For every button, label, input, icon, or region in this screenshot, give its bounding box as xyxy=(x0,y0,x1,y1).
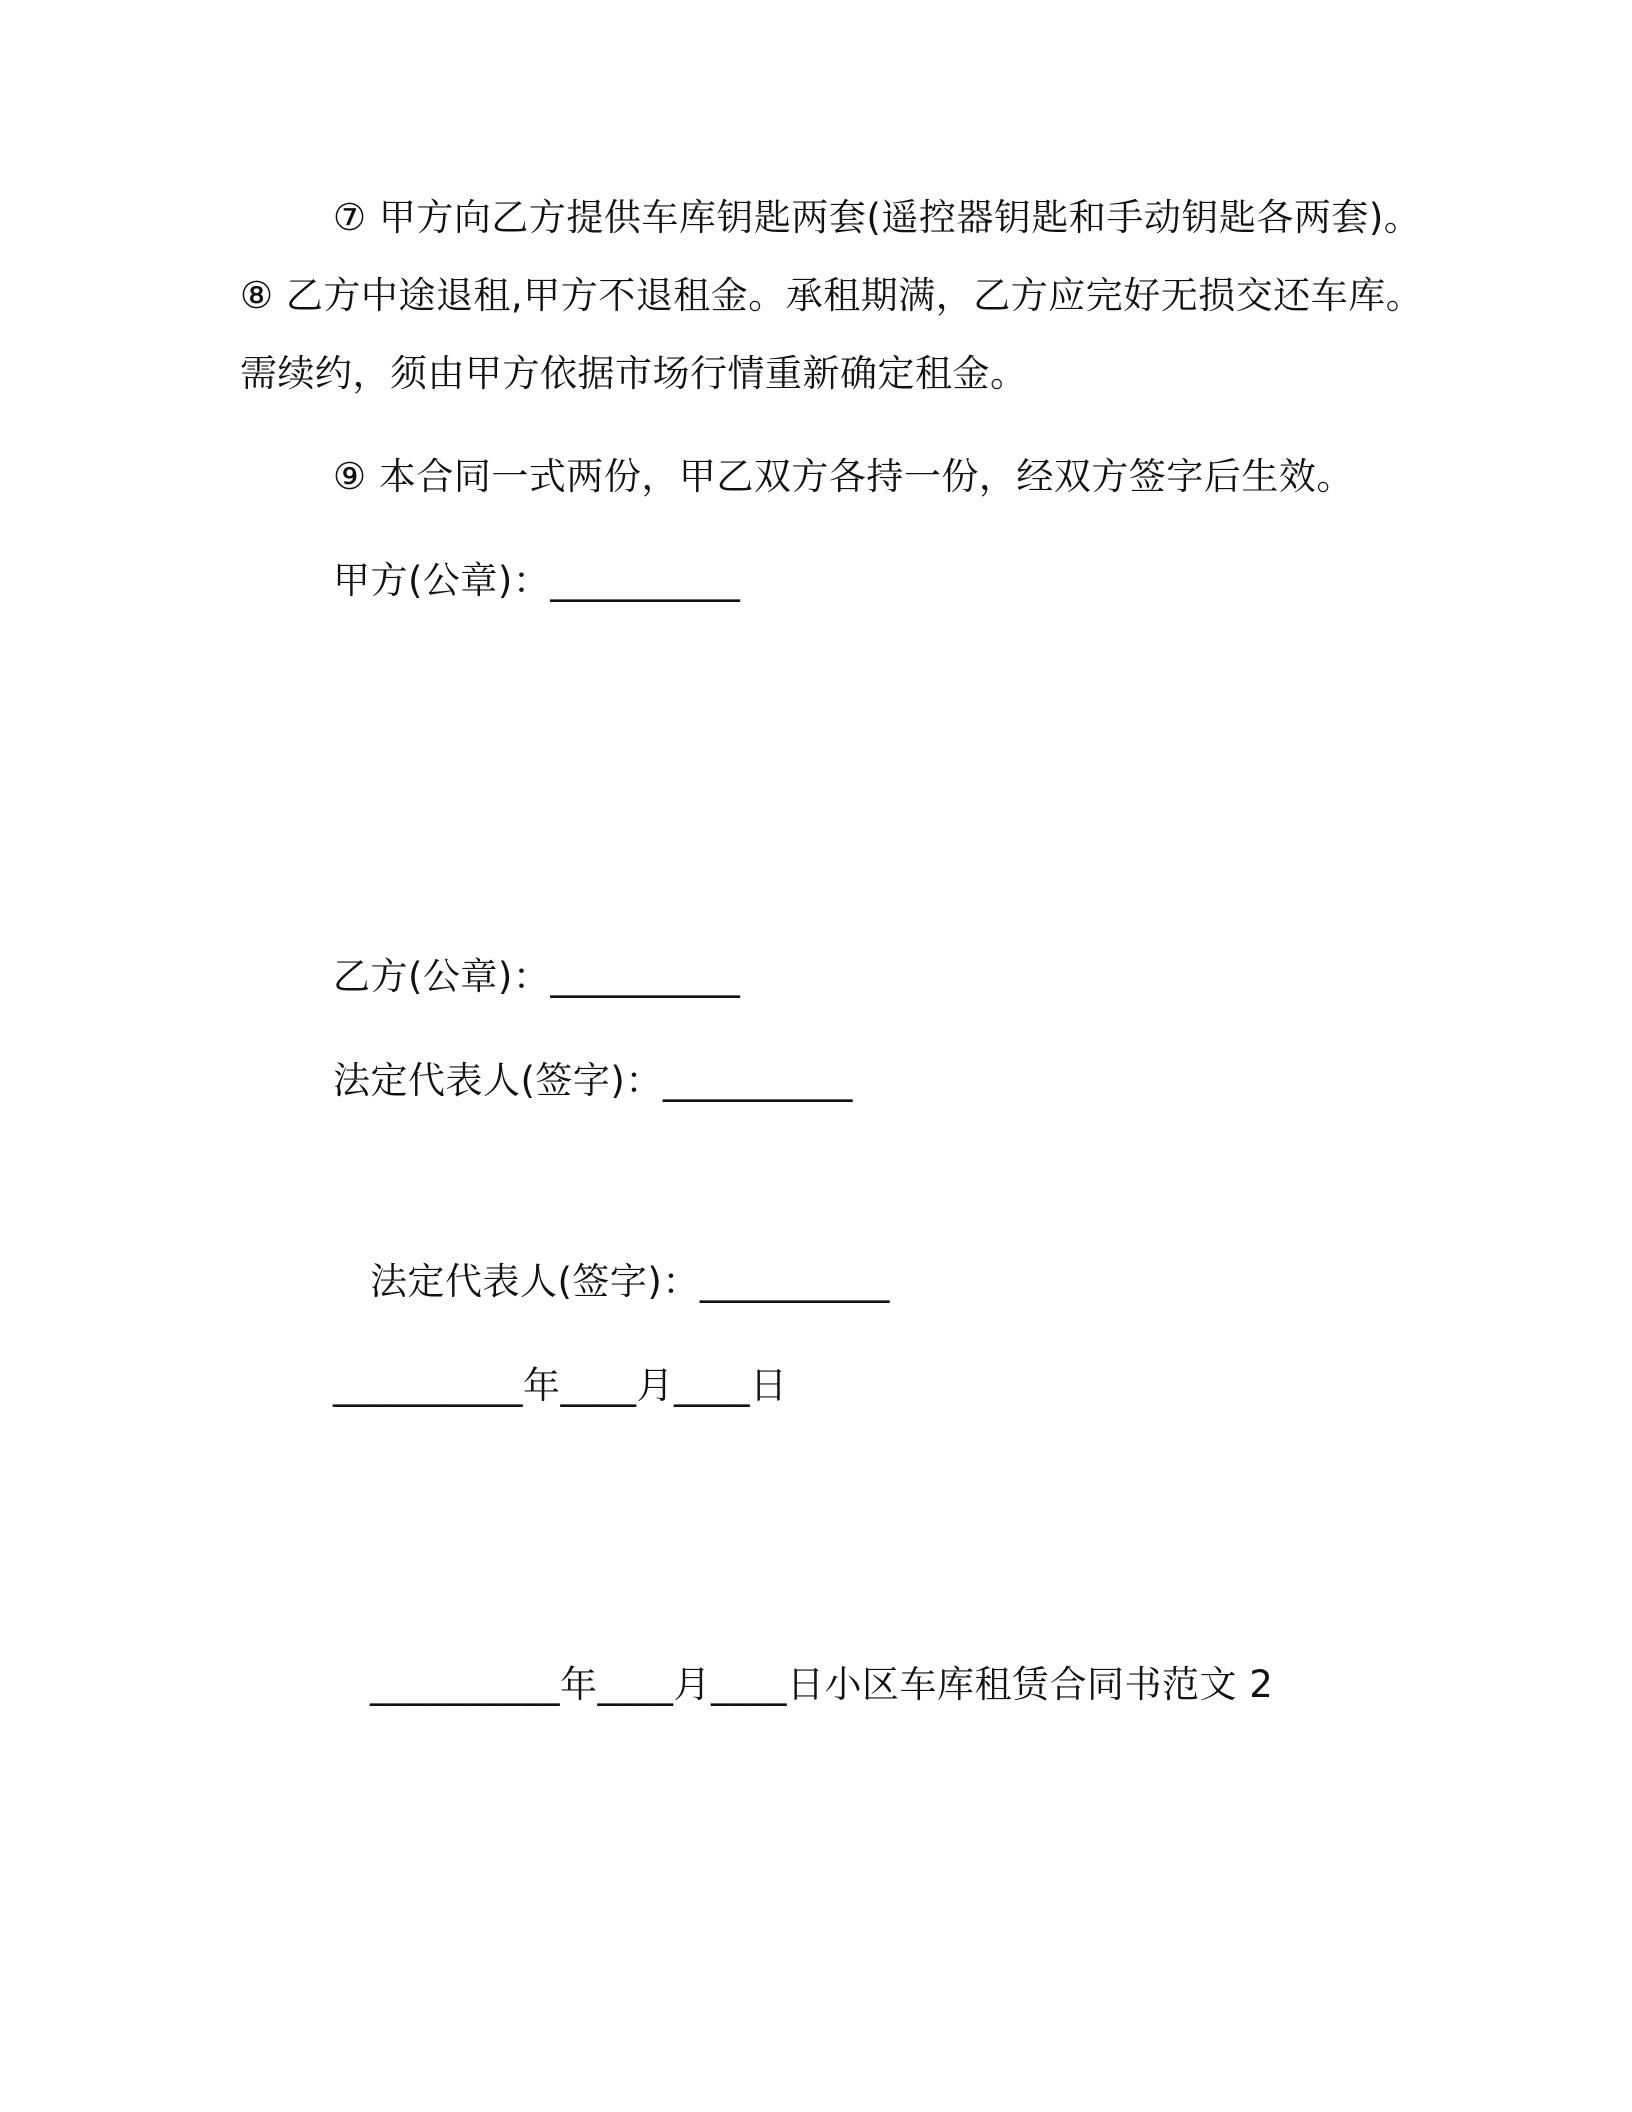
clause-8-line-2: 需续约，须由甲方依据市场行情重新确定租金。 xyxy=(240,352,1028,395)
next-document-title: __________年____月____日小区车库租赁合同书范文 2 xyxy=(370,1663,1274,1706)
legal-representative-signature-1: 法定代表人(签字)：__________ xyxy=(333,1059,853,1102)
clause-7: ⑦ 甲方向乙方提供车库钥匙两套(遥控器钥匙和手动钥匙各两套)。 xyxy=(333,196,1422,239)
legal-representative-signature-2: 法定代表人(签字)：__________ xyxy=(370,1260,890,1303)
clause-9: ⑨ 本合同一式两份，甲乙双方各持一份，经双方签字后生效。 xyxy=(333,455,1354,498)
date-line: __________年____月____日 xyxy=(333,1364,788,1407)
party-b-seal-line: 乙方(公章)：__________ xyxy=(333,955,741,998)
clause-8-line-1: ⑧ 乙方中途退租,甲方不退租金。承租期满，乙方应完好无损交还车库。 xyxy=(240,274,1424,317)
party-a-seal-line: 甲方(公章)：__________ xyxy=(333,559,741,602)
